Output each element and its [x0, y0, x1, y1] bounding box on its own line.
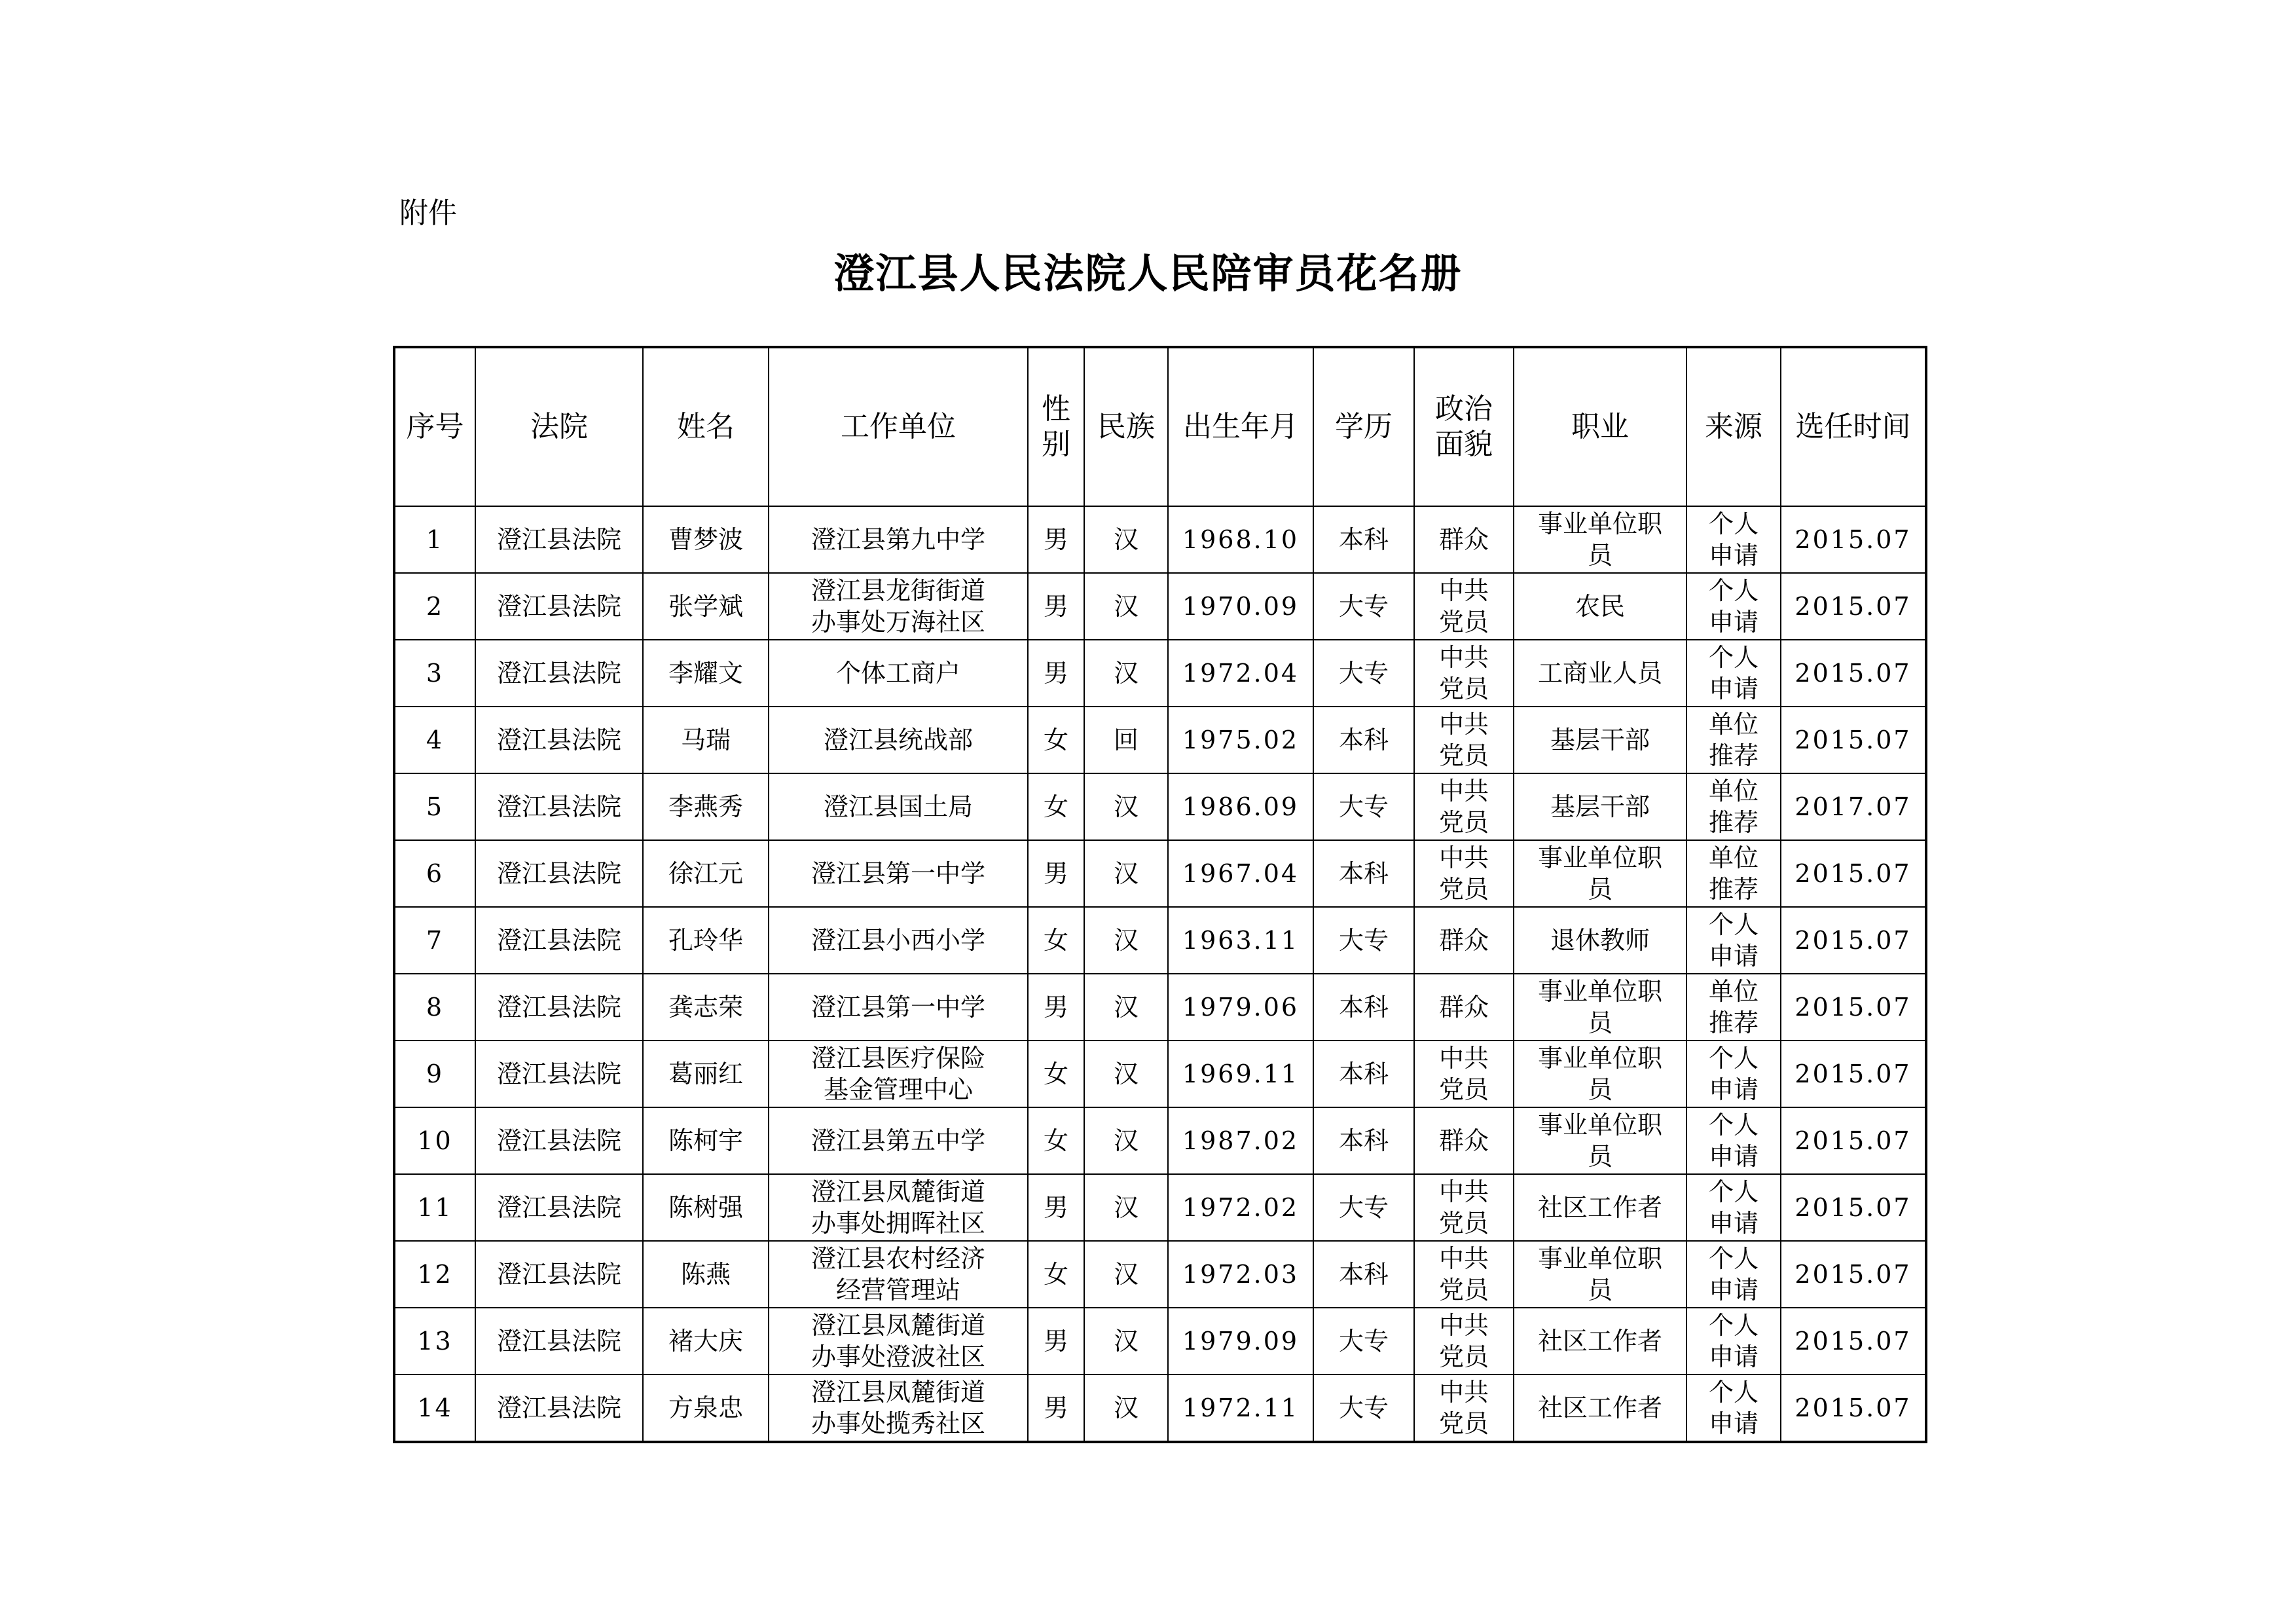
cell-name: 陈柯宇: [643, 1107, 769, 1174]
cell-ethnicity: 汉: [1084, 1375, 1168, 1442]
cell-political: [1414, 506, 1514, 573]
cell-appointed: 2015.07: [1781, 1041, 1926, 1107]
cell-appointed: 2015.07: [1781, 1241, 1926, 1308]
cell-source-text: 个人申请: [1708, 1244, 1758, 1304]
cell-source-text: 个人申请: [1708, 1044, 1758, 1104]
cell-source: [1686, 1375, 1781, 1442]
cell-birth: 1967.04: [1168, 840, 1313, 907]
cell-appointed: 2015.07: [1781, 573, 1926, 640]
cell-source: [1686, 1241, 1781, 1308]
cell-ethnicity: 汉: [1084, 907, 1168, 974]
cell-source: [1686, 1107, 1781, 1174]
cell-workplace: [769, 1375, 1028, 1442]
cell-gender: 男: [1028, 640, 1084, 707]
cell-appointed: 2015.07: [1781, 1174, 1926, 1241]
cell-birth: 1972.04: [1168, 640, 1313, 707]
cell-political-text: 群众: [1438, 525, 1489, 554]
cell-gender: 女: [1028, 707, 1084, 773]
cell-education: 本科: [1313, 974, 1414, 1041]
cell-court: 澄江县法院: [475, 1107, 643, 1174]
attachment-label: 附件: [399, 196, 457, 230]
cell-political-text: 中共党员: [1438, 843, 1489, 904]
header-birth: 出生年月: [1168, 347, 1313, 506]
cell-source-text: 单位推荐: [1708, 777, 1758, 837]
cell-name: 徐江元: [643, 840, 769, 907]
cell-source-text: 个人申请: [1708, 1378, 1758, 1438]
cell-workplace: [769, 640, 1028, 707]
cell-occupation: [1514, 1174, 1686, 1241]
cell-birth: 1979.09: [1168, 1308, 1313, 1375]
cell-appointed: 2015.07: [1781, 640, 1926, 707]
cell-workplace: [769, 840, 1028, 907]
cell-workplace-text: 澄江县国土局: [823, 792, 973, 821]
table-row: [394, 1241, 1926, 1308]
cell-political-text: 中共党员: [1438, 710, 1489, 770]
cell-education: 大专: [1313, 1308, 1414, 1375]
cell-ethnicity: 回: [1084, 707, 1168, 773]
cell-source-text: 个人申请: [1708, 509, 1758, 570]
cell-appointed: 2015.07: [1781, 1375, 1926, 1442]
cell-court: 澄江县法院: [475, 1174, 643, 1241]
cell-political: [1414, 1308, 1514, 1375]
cell-appointed: 2015.07: [1781, 840, 1926, 907]
cell-ethnicity: 汉: [1084, 1308, 1168, 1375]
cell-workplace-text: 澄江县第五中学: [811, 1126, 985, 1155]
cell-source: [1686, 1308, 1781, 1375]
cell-workplace: [769, 707, 1028, 773]
cell-name: 李燕秀: [643, 773, 769, 840]
cell-workplace-text: 澄江县第一中学: [811, 993, 985, 1022]
cell-occupation: [1514, 1308, 1686, 1375]
header-source: 来源: [1686, 347, 1781, 506]
cell-court: 澄江县法院: [475, 573, 643, 640]
header-name: 姓名: [643, 347, 769, 506]
cell-appointed: 2015.07: [1781, 907, 1926, 974]
cell-political-text: 群众: [1438, 926, 1489, 955]
cell-appointed: 2015.07: [1781, 506, 1926, 573]
cell-workplace-text: 澄江县凤麓街道办事处澄波社区: [811, 1311, 985, 1371]
cell-gender: 男: [1028, 1375, 1084, 1442]
cell-political-text: 中共党员: [1438, 643, 1489, 703]
cell-workplace-text: 澄江县凤麓街道办事处揽秀社区: [811, 1378, 985, 1438]
cell-political-text: 中共党员: [1438, 1244, 1489, 1304]
cell-workplace-text: 澄江县农村经济经营管理站: [811, 1244, 985, 1304]
cell-occupation-text: 社区工作者: [1537, 1327, 1662, 1356]
cell-workplace: [769, 506, 1028, 573]
cell-appointed: 2017.07: [1781, 773, 1926, 840]
cell-name: 葛丽红: [643, 1041, 769, 1107]
cell-index: 12: [394, 1241, 475, 1308]
cell-source: [1686, 506, 1781, 573]
cell-birth: 1975.02: [1168, 707, 1313, 773]
cell-court: 澄江县法院: [475, 640, 643, 707]
cell-ethnicity: 汉: [1084, 974, 1168, 1041]
table-body: [394, 506, 1926, 1442]
header-gender: [1028, 347, 1084, 506]
cell-workplace-text: 个体工商户: [835, 659, 960, 688]
cell-occupation: [1514, 1241, 1686, 1308]
cell-workplace-text: 澄江县龙街街道办事处万海社区: [811, 576, 985, 637]
cell-gender: 男: [1028, 1308, 1084, 1375]
cell-gender: 男: [1028, 840, 1084, 907]
header-occupation: 职业: [1514, 347, 1686, 506]
cell-occupation: [1514, 707, 1686, 773]
cell-birth: 1972.11: [1168, 1375, 1313, 1442]
cell-workplace: [769, 1308, 1028, 1375]
cell-ethnicity: 汉: [1084, 573, 1168, 640]
cell-workplace: [769, 1107, 1028, 1174]
cell-source: [1686, 840, 1781, 907]
cell-birth: 1963.11: [1168, 907, 1313, 974]
cell-source-text: 个人申请: [1708, 576, 1758, 637]
cell-source-text: 个人申请: [1708, 910, 1758, 970]
cell-index: 11: [394, 1174, 475, 1241]
cell-name: 马瑞: [643, 707, 769, 773]
cell-index: 9: [394, 1041, 475, 1107]
cell-court: 澄江县法院: [475, 907, 643, 974]
table-row: [394, 640, 1926, 707]
cell-education: 本科: [1313, 506, 1414, 573]
table-row: [394, 506, 1926, 573]
cell-education: 大专: [1313, 573, 1414, 640]
cell-gender: 女: [1028, 773, 1084, 840]
cell-workplace: [769, 1241, 1028, 1308]
header-ethnicity: 民族: [1084, 347, 1168, 506]
cell-occupation-text: 事业单位职员: [1537, 1244, 1662, 1304]
cell-occupation-text: 事业单位职员: [1537, 843, 1662, 904]
cell-workplace-text: 澄江县凤麓街道办事处拥晖社区: [811, 1177, 985, 1238]
cell-occupation-text: 基层干部: [1550, 792, 1650, 821]
cell-birth: 1970.09: [1168, 573, 1313, 640]
header-education: 学历: [1313, 347, 1414, 506]
cell-political: [1414, 1107, 1514, 1174]
cell-name: 龚志荣: [643, 974, 769, 1041]
cell-birth: 1972.03: [1168, 1241, 1313, 1308]
cell-ethnicity: 汉: [1084, 1107, 1168, 1174]
cell-index: 3: [394, 640, 475, 707]
cell-political-text: 中共党员: [1438, 1044, 1489, 1104]
table-row: [394, 1308, 1926, 1375]
cell-court: 澄江县法院: [475, 1241, 643, 1308]
table-row: [394, 1107, 1926, 1174]
cell-workplace: [769, 773, 1028, 840]
cell-occupation: [1514, 840, 1686, 907]
cell-political-text: 中共党员: [1438, 1311, 1489, 1371]
cell-index: 5: [394, 773, 475, 840]
header-appointed: 选任时间: [1781, 347, 1926, 506]
cell-gender: 女: [1028, 1107, 1084, 1174]
cell-ethnicity: 汉: [1084, 1241, 1168, 1308]
cell-workplace-text: 澄江县小西小学: [811, 926, 985, 955]
cell-gender: 男: [1028, 974, 1084, 1041]
cell-index: 2: [394, 573, 475, 640]
cell-source-text: 单位推荐: [1708, 710, 1758, 770]
cell-education: 本科: [1313, 1107, 1414, 1174]
cell-appointed: 2015.07: [1781, 1107, 1926, 1174]
cell-workplace-text: 澄江县第一中学: [811, 859, 985, 888]
cell-appointed: 2015.07: [1781, 974, 1926, 1041]
cell-court: 澄江县法院: [475, 506, 643, 573]
cell-ethnicity: 汉: [1084, 773, 1168, 840]
cell-court: 澄江县法院: [475, 1308, 643, 1375]
cell-occupation-text: 事业单位职员: [1537, 1044, 1662, 1104]
cell-index: 14: [394, 1375, 475, 1442]
cell-birth: 1968.10: [1168, 506, 1313, 573]
cell-workplace: [769, 974, 1028, 1041]
cell-source: [1686, 907, 1781, 974]
cell-index: 13: [394, 1308, 475, 1375]
cell-occupation: [1514, 907, 1686, 974]
cell-occupation: [1514, 573, 1686, 640]
cell-source: [1686, 573, 1781, 640]
cell-source: [1686, 1174, 1781, 1241]
cell-appointed: 2015.07: [1781, 1308, 1926, 1375]
cell-workplace: [769, 1041, 1028, 1107]
cell-birth: 1972.02: [1168, 1174, 1313, 1241]
cell-occupation: [1514, 640, 1686, 707]
header-political: [1414, 347, 1514, 506]
cell-appointed: 2015.07: [1781, 707, 1926, 773]
cell-source-text: 个人申请: [1708, 643, 1758, 703]
cell-occupation-text: 基层干部: [1550, 726, 1650, 754]
cell-occupation: [1514, 1107, 1686, 1174]
cell-occupation: [1514, 1375, 1686, 1442]
cell-court: 澄江县法院: [475, 840, 643, 907]
cell-gender: 男: [1028, 573, 1084, 640]
cell-education: 本科: [1313, 1241, 1414, 1308]
cell-occupation-text: 事业单位职员: [1537, 509, 1662, 570]
table-row: [394, 1041, 1926, 1107]
header-court: 法院: [475, 347, 643, 506]
cell-name: 曹梦波: [643, 506, 769, 573]
cell-occupation-text: 社区工作者: [1537, 1393, 1662, 1422]
cell-gender: 女: [1028, 1041, 1084, 1107]
cell-name: 陈燕: [643, 1241, 769, 1308]
cell-index: 8: [394, 974, 475, 1041]
table-row: [394, 573, 1926, 640]
cell-gender: 女: [1028, 1241, 1084, 1308]
cell-education: 大专: [1313, 1375, 1414, 1442]
cell-political: [1414, 573, 1514, 640]
cell-source-text: 单位推荐: [1708, 843, 1758, 904]
cell-ethnicity: 汉: [1084, 1041, 1168, 1107]
table-row: [394, 974, 1926, 1041]
header-gender-label: 性别: [1042, 392, 1070, 461]
cell-source-text: 个人申请: [1708, 1311, 1758, 1371]
cell-occupation-text: 事业单位职员: [1537, 977, 1662, 1037]
cell-political: [1414, 1174, 1514, 1241]
cell-name: 李耀文: [643, 640, 769, 707]
cell-index: 7: [394, 907, 475, 974]
cell-political: [1414, 1241, 1514, 1308]
cell-political: [1414, 907, 1514, 974]
cell-occupation: [1514, 1041, 1686, 1107]
cell-birth: 1979.06: [1168, 974, 1313, 1041]
cell-name: 张学斌: [643, 573, 769, 640]
cell-education: 本科: [1313, 707, 1414, 773]
cell-political-text: 中共党员: [1438, 777, 1489, 837]
cell-name: 褚大庆: [643, 1308, 769, 1375]
cell-workplace-text: 澄江县第九中学: [811, 525, 985, 554]
cell-index: 4: [394, 707, 475, 773]
cell-birth: 1987.02: [1168, 1107, 1313, 1174]
cell-source: [1686, 1041, 1781, 1107]
cell-political-text: 中共党员: [1438, 1378, 1489, 1438]
table-header-row: [394, 347, 1926, 506]
cell-education: 本科: [1313, 1041, 1414, 1107]
cell-political: [1414, 773, 1514, 840]
cell-political-text: 群众: [1438, 993, 1489, 1022]
cell-court: 澄江县法院: [475, 1375, 643, 1442]
cell-workplace: [769, 573, 1028, 640]
cell-occupation-text: 退休教师: [1550, 926, 1650, 955]
cell-workplace-text: 澄江县医疗保险基金管理中心: [811, 1044, 985, 1104]
cell-name: 方泉忠: [643, 1375, 769, 1442]
cell-workplace-text: 澄江县统战部: [823, 726, 973, 754]
cell-court: 澄江县法院: [475, 707, 643, 773]
header-political-label: 政治面貌: [1435, 392, 1493, 461]
cell-source-text: 个人申请: [1708, 1111, 1758, 1171]
table-row: [394, 1375, 1926, 1442]
cell-court: 澄江县法院: [475, 1041, 643, 1107]
cell-occupation: [1514, 773, 1686, 840]
cell-education: 大专: [1313, 773, 1414, 840]
cell-political: [1414, 1041, 1514, 1107]
cell-birth: 1969.11: [1168, 1041, 1313, 1107]
page-title: 澄江县人民法院人民陪审员花名册: [833, 249, 1463, 297]
cell-workplace: [769, 907, 1028, 974]
cell-political-text: 中共党员: [1438, 1177, 1489, 1238]
cell-index: 1: [394, 506, 475, 573]
cell-political: [1414, 1375, 1514, 1442]
table-row: [394, 1174, 1926, 1241]
cell-political: [1414, 707, 1514, 773]
cell-index: 10: [394, 1107, 475, 1174]
cell-source: [1686, 707, 1781, 773]
cell-source-text: 单位推荐: [1708, 977, 1758, 1037]
cell-name: 孔玲华: [643, 907, 769, 974]
cell-political: [1414, 840, 1514, 907]
cell-occupation-text: 工商业人员: [1537, 659, 1662, 688]
cell-occupation-text: 事业单位职员: [1537, 1111, 1662, 1171]
cell-occupation-text: 农民: [1575, 592, 1625, 621]
cell-gender: 女: [1028, 907, 1084, 974]
table-row: [394, 707, 1926, 773]
table-row: [394, 773, 1926, 840]
cell-court: 澄江县法院: [475, 974, 643, 1041]
cell-occupation: [1514, 506, 1686, 573]
header-workplace: 工作单位: [769, 347, 1028, 506]
cell-court: 澄江县法院: [475, 773, 643, 840]
cell-political: [1414, 974, 1514, 1041]
cell-source: [1686, 773, 1781, 840]
cell-name: 陈树强: [643, 1174, 769, 1241]
table-row: [394, 840, 1926, 907]
cell-education: 大专: [1313, 640, 1414, 707]
cell-education: 大专: [1313, 1174, 1414, 1241]
cell-political-text: 群众: [1438, 1126, 1489, 1155]
cell-political-text: 中共党员: [1438, 576, 1489, 637]
cell-source: [1686, 974, 1781, 1041]
cell-ethnicity: 汉: [1084, 1174, 1168, 1241]
juror-roster-table: [393, 346, 1927, 1443]
header-index: 序号: [394, 347, 475, 506]
table-row: [394, 907, 1926, 974]
cell-political: [1414, 640, 1514, 707]
cell-ethnicity: 汉: [1084, 506, 1168, 573]
cell-occupation: [1514, 974, 1686, 1041]
cell-ethnicity: 汉: [1084, 840, 1168, 907]
cell-source: [1686, 640, 1781, 707]
cell-gender: 男: [1028, 1174, 1084, 1241]
cell-gender: 男: [1028, 506, 1084, 573]
cell-occupation-text: 社区工作者: [1537, 1193, 1662, 1222]
cell-ethnicity: 汉: [1084, 640, 1168, 707]
cell-education: 大专: [1313, 907, 1414, 974]
cell-workplace: [769, 1174, 1028, 1241]
cell-source-text: 个人申请: [1708, 1177, 1758, 1238]
cell-education: 本科: [1313, 840, 1414, 907]
cell-index: 6: [394, 840, 475, 907]
cell-birth: 1986.09: [1168, 773, 1313, 840]
